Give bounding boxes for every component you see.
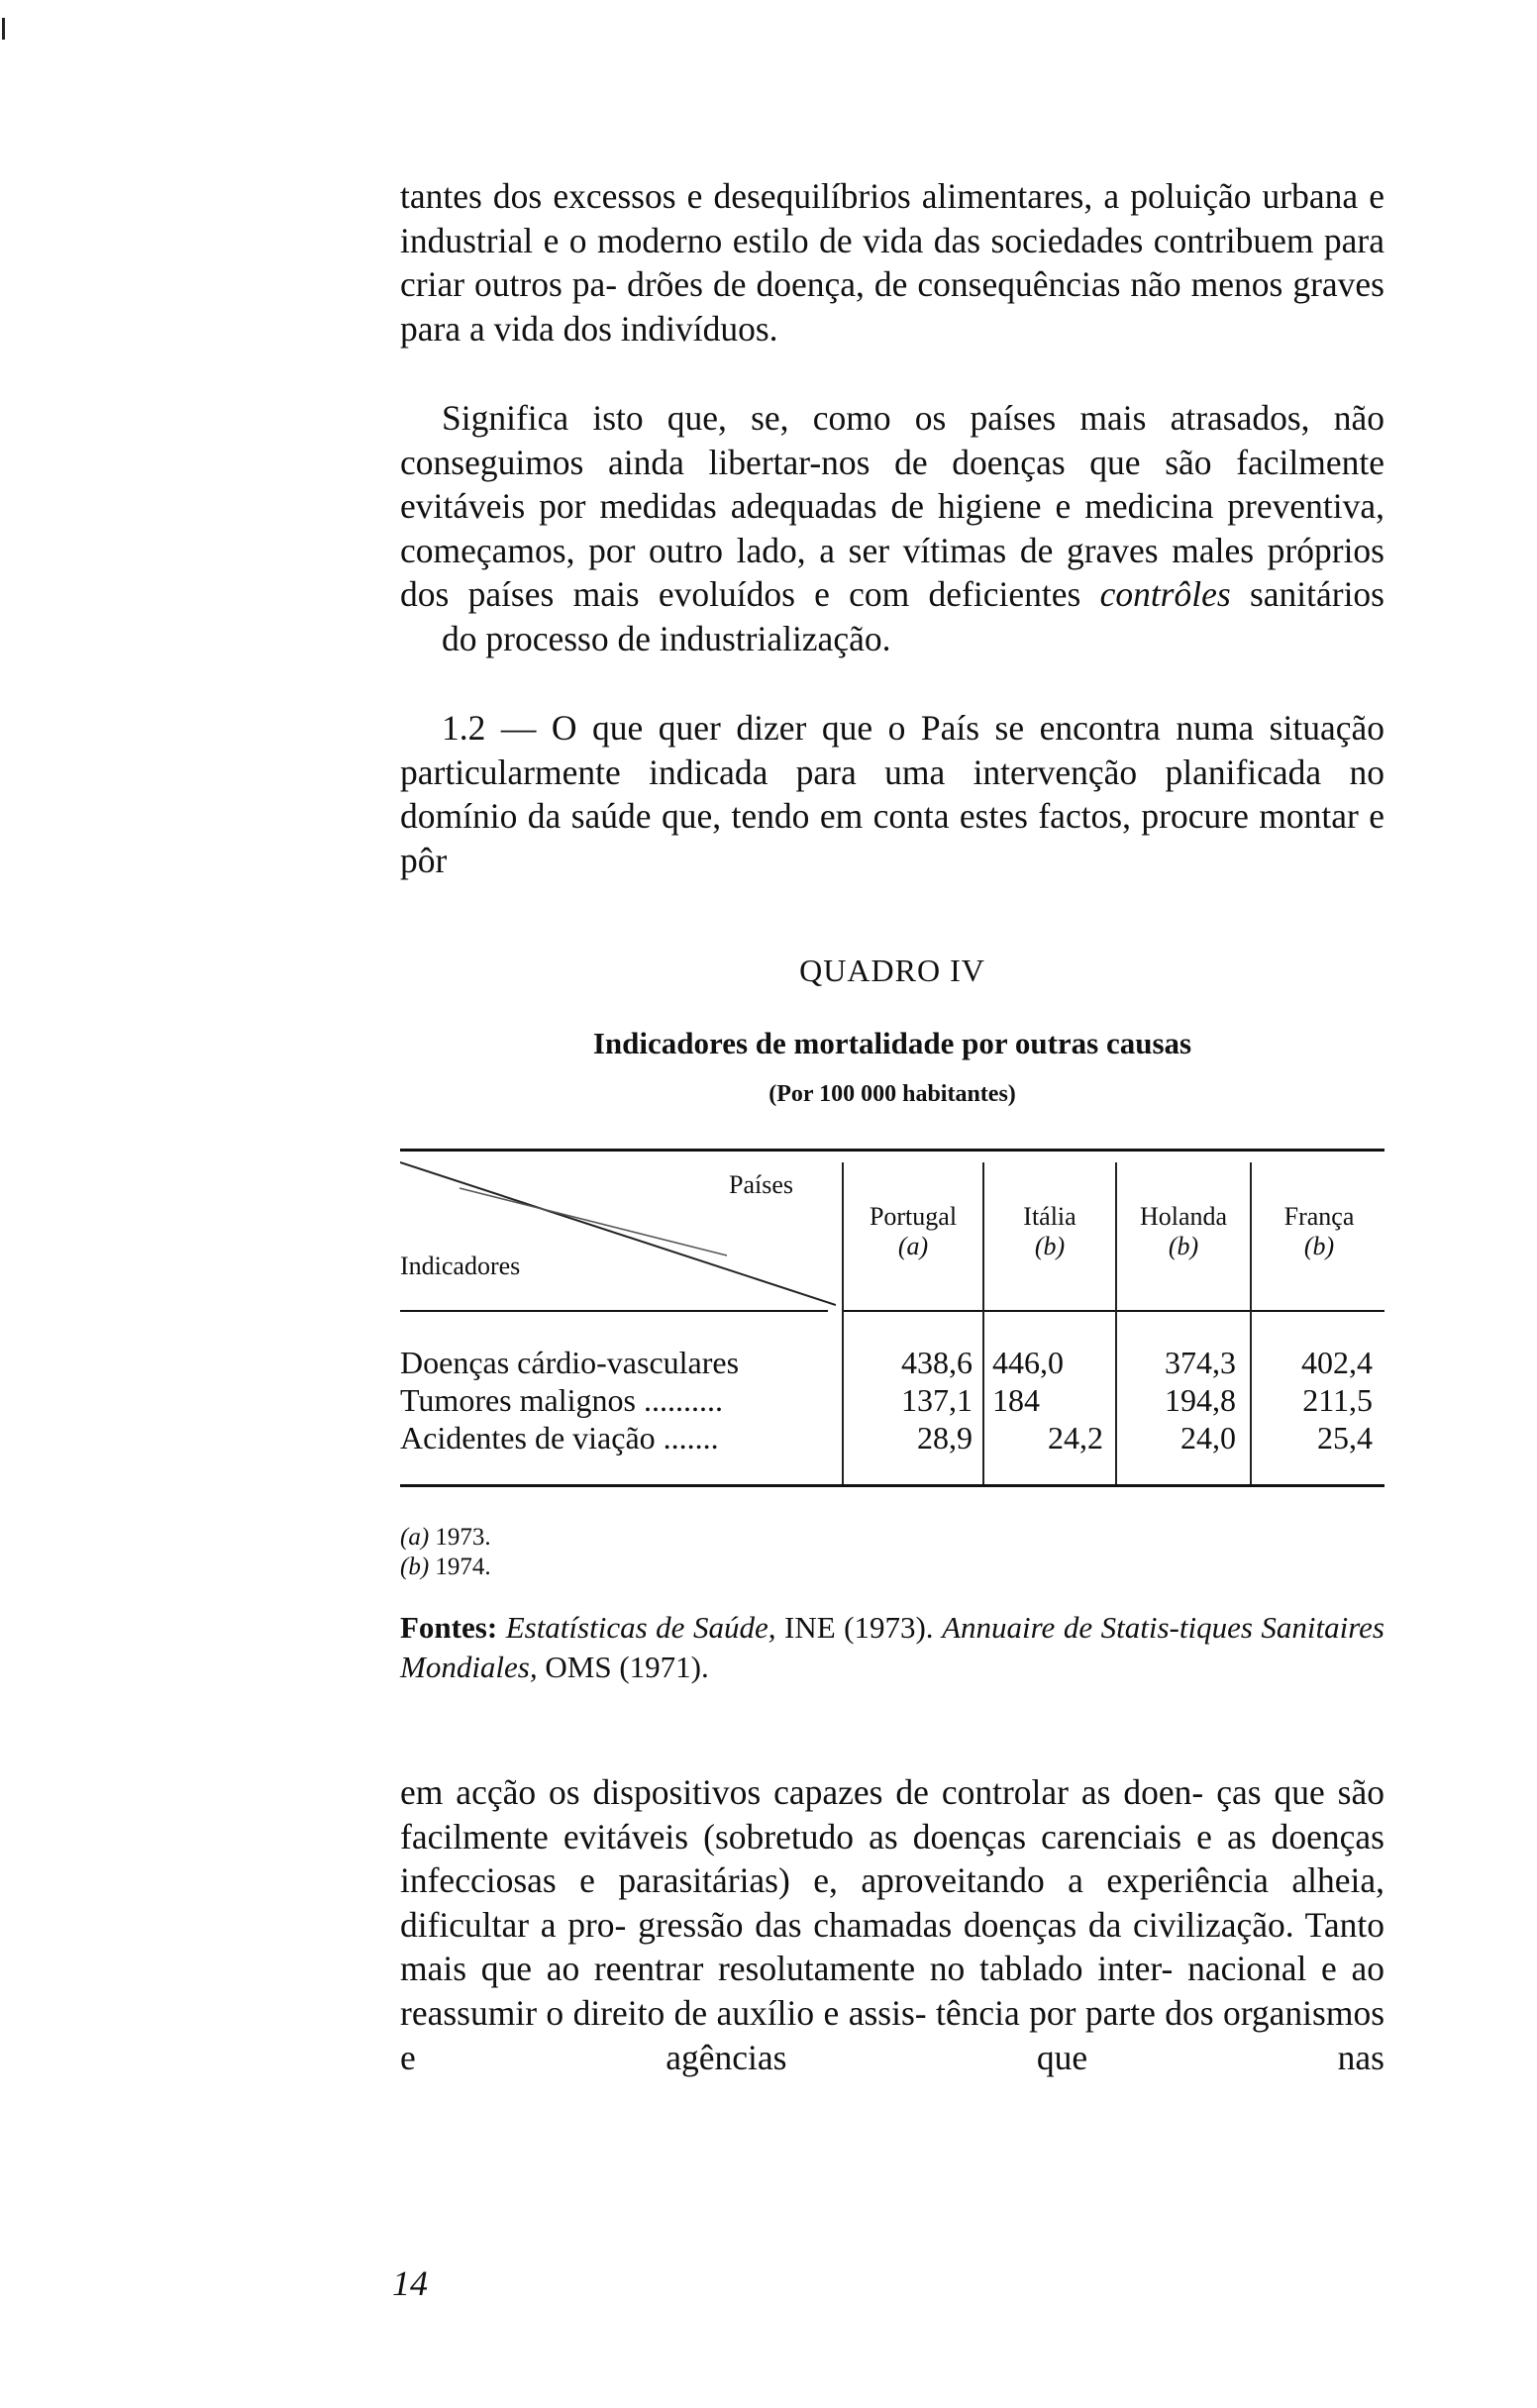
column-head-italia: [986, 1202, 1113, 1261]
note-mark: (b): [400, 1554, 430, 1580]
table-cell: 184: [992, 1382, 1040, 1418]
paragraph-3-text: [400, 706, 1384, 882]
source-2-title: Annuaire de Statis-tiques Sanitaires Mondiales,: [400, 1610, 1384, 1684]
header-indicators: Indicadores: [400, 1252, 521, 1280]
p4-line-6: mais que ao reentrar resolutamente no tablado inter-: [400, 1949, 1174, 1989]
header-countries: Países: [729, 1170, 793, 1199]
p4-line-3: carenciais e as doenças infecciosas e parasitárias) e,: [400, 1816, 1385, 1901]
table-cell: 24,0: [1180, 1420, 1236, 1455]
p2-line-5: lado, a ser vítimas de graves males próprios dos países: [400, 530, 1385, 615]
table-cell: 194,8: [1165, 1382, 1236, 1418]
p3-line-3: intervenção planificada no domínio da saúde que,: [400, 752, 1385, 837]
p1-line-1: tantes dos excessos e desequilíbrios alimentares, a: [400, 176, 1120, 216]
p4-line-7: nacional e ao reassumir o direito de auxílio e assis-: [400, 1949, 1385, 2033]
p1-line-2: poluição urbana e industrial e o moderno estilo de: [400, 176, 1384, 260]
column-note: (b): [1168, 1232, 1199, 1260]
column-divider: [982, 1162, 984, 1484]
row-label-tumores: Tumores malignos ..........: [400, 1382, 723, 1418]
p3-line-2: numa situação particularmente indicada para uma: [400, 708, 1384, 792]
column-divider: [1250, 1162, 1252, 1484]
source-2-detail: OMS (1971).: [537, 1650, 709, 1684]
p2-line-2: não conseguimos ainda libertar-nos de doenças que: [400, 398, 1384, 482]
column-head-franca: [1254, 1202, 1384, 1261]
column-name: Itália: [1023, 1202, 1076, 1231]
column-name: Portugal: [869, 1202, 958, 1231]
column-divider: [842, 1162, 844, 1484]
table-cell: 24,2: [1048, 1420, 1103, 1455]
source-1-detail: INE (1973).: [775, 1610, 943, 1645]
note-text: 1973.: [435, 1524, 491, 1551]
p2-line-6a: mais evoluídos e com deficientes: [572, 574, 1100, 615]
scan-edge-mark: [2, 18, 5, 40]
mortality-table: [400, 1149, 1384, 1490]
paragraph-4: [400, 1770, 1384, 2079]
p3-line-1: 1.2 — O que quer dizer que o País se encontra: [442, 708, 1161, 748]
note-mark: (a): [400, 1524, 430, 1551]
note-a: [400, 1523, 491, 1553]
column-head-portugal: [846, 1202, 980, 1261]
table-cell: 28,9: [917, 1420, 973, 1455]
p4-line-1: em acção os dispositivos capazes de controlar as doen-: [400, 1772, 1204, 1812]
p2-line-4: higiene e medicina preventiva, começamos, por outro: [400, 486, 1384, 570]
p2-line-1: Significa isto que, se, como os países mais atrasados,: [442, 398, 1310, 438]
table-cell: 402,4: [1301, 1345, 1373, 1380]
table-cell: 137,1: [901, 1382, 973, 1418]
note-b: [400, 1553, 491, 1582]
table-cell: 374,3: [1165, 1345, 1236, 1380]
paragraph-4-text: [400, 1770, 1384, 2079]
p1-line-4: drões de doença, de consequências não menos graves: [627, 264, 1384, 305]
table-sources: [400, 1608, 1384, 1687]
row-label-acidentes: Acidentes de viação .......: [400, 1420, 719, 1455]
column-note: (b): [1034, 1232, 1066, 1260]
p2-line-7: do processo de industrialização.: [442, 618, 891, 658]
source-1-title: Estatísticas de Saúde,: [505, 1610, 776, 1645]
column-note: (b): [1303, 1232, 1335, 1260]
p1-line-3: vida das sociedades contribuem para criar outros pa-: [400, 220, 1384, 305]
table-cell: 211,5: [1302, 1382, 1373, 1418]
p4-line-8: tência por parte dos organismos e agências que nas: [400, 1992, 1385, 2077]
p2-italic-word: contrôles: [1099, 574, 1231, 615]
column-note: (a): [897, 1232, 929, 1260]
table-header-rule-right: [842, 1310, 1384, 1312]
column-head-holanda: [1119, 1202, 1248, 1261]
sources-label: Fontes:: [400, 1610, 498, 1645]
table-notes: [400, 1523, 491, 1582]
table-cell: 446,0: [992, 1345, 1064, 1380]
table-cell: 25,4: [1317, 1420, 1373, 1455]
p3-line-4: tendo em conta estes factos, procure montar e pôr: [400, 796, 1385, 880]
table-subtitle: (Por 100 000 habitantes): [768, 1081, 1016, 1107]
paragraph-3: [400, 706, 1384, 882]
paragraph-1-text: [400, 174, 1384, 351]
p4-line-5: gressão das chamadas doenças da civilização. Tanto: [638, 1904, 1385, 1945]
p4-line-4: aproveitando a experiência alheia, dificultar a pro-: [400, 1860, 1385, 1945]
p2-line-3: são facilmente evitáveis por medidas adequadas de: [400, 442, 1384, 527]
paragraph-2: [400, 396, 1384, 661]
row-label-cardiovascular: Doenças cárdio-vasculares: [400, 1345, 740, 1380]
column-name: França: [1283, 1202, 1355, 1231]
note-text: 1974.: [435, 1554, 491, 1580]
table-label: QUADRO IV: [799, 953, 985, 988]
paragraph-2-text: [400, 396, 1384, 661]
paragraph-1: [400, 174, 1384, 351]
column-name: Holanda: [1139, 1202, 1228, 1231]
table-title: Indicadores de mortalidade por outras causas: [592, 1026, 1192, 1060]
table-cell: 438,6: [901, 1345, 973, 1380]
p2-line-6b: sanitários: [1230, 574, 1384, 615]
table-bottom-rule: [400, 1484, 1384, 1487]
column-divider: [1115, 1162, 1117, 1484]
p1-line-5: para a vida dos indivíduos.: [400, 308, 778, 349]
page-number: 14: [392, 2263, 428, 2303]
p4-line-2: ças que são facilmente evitáveis (sobretudo as doenças: [400, 1772, 1385, 1856]
